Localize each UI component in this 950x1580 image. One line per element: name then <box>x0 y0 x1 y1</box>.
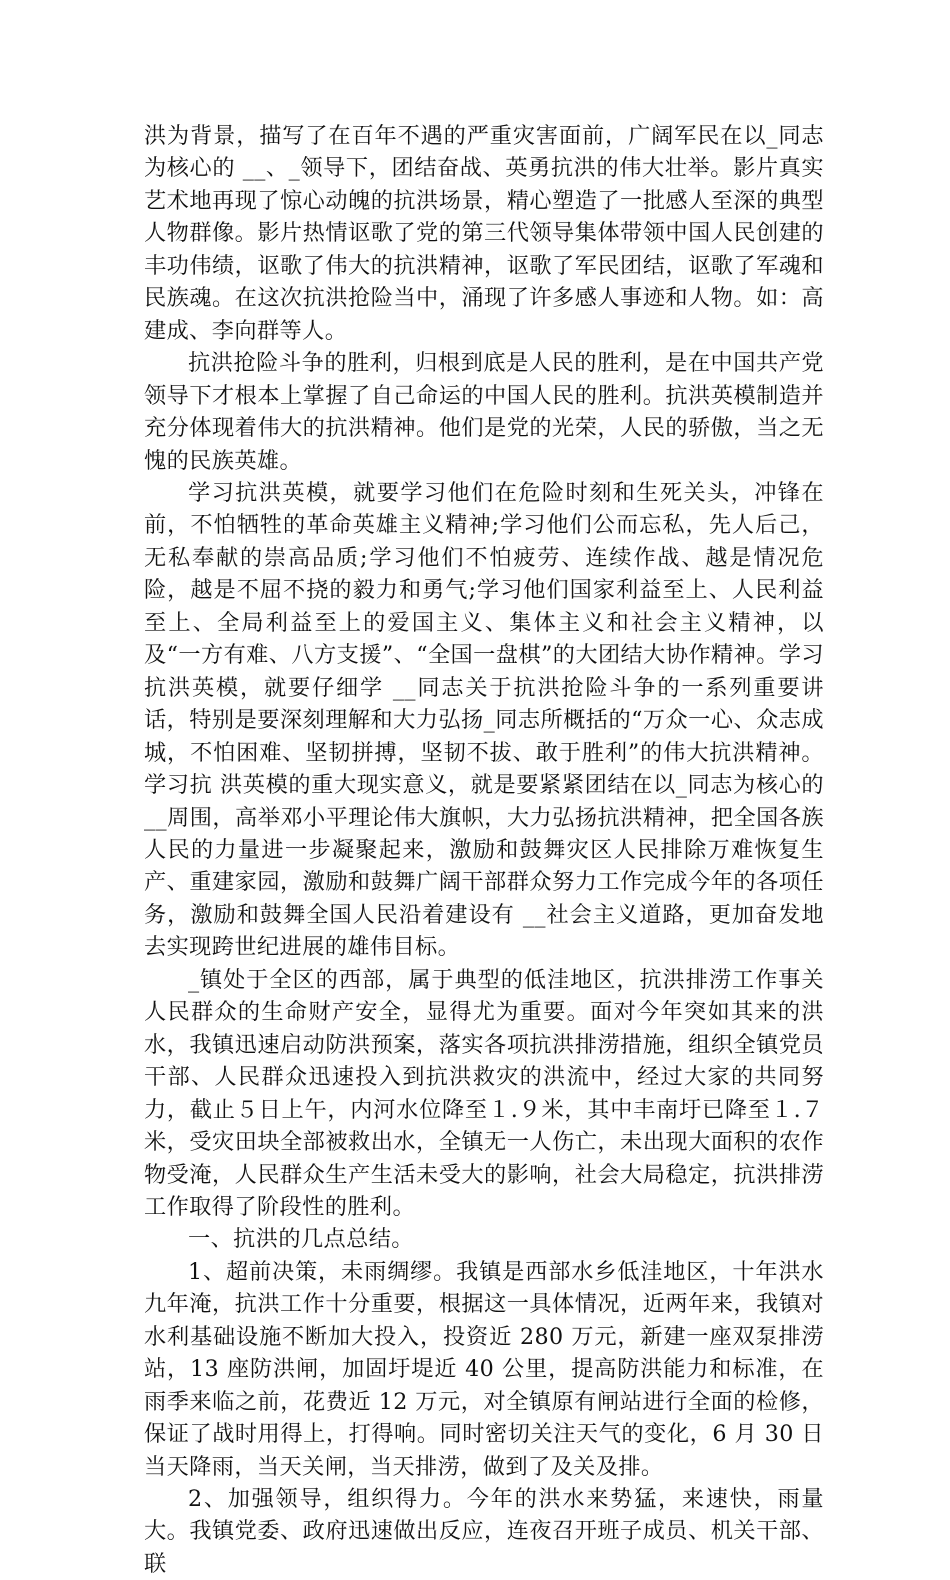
document-body <box>144 120 824 1580</box>
paragraph-5: 1、超前决策，未雨绸缪。我镇是西部水乡低洼地区，十年洪水九年淹，抗洪工作十分重要，根据这一具体情况，近两年来，我镇对水利基础设施不断加大投入，投资近 280 万元，新建一座双泵排涝站，13 座防洪闸，加固圩堤近 40 公里，提高防洪能力和标准，在雨季来临之前，花费近 12 万元，对全镇原有闸站进行全面的检修，保证了战时用得上，打得响。同时密切关注天气的变化，6 月 30 日当天降雨，当天关闸，当天排涝，做到了及关及排。 <box>144 1258 824 1480</box>
paragraph-1: 洪为背景，描写了在百年不遇的严重灾害面前，广阔军民在以_同志为核心的 __、_领导下，团结奋战、英勇抗洪的伟大壮举。影片真实艺术地再现了惊心动魄的抗洪场景，精心塑造了一批感人至深的典型人物群像。影片热情讴歌了党的第三代领导集体带领中国人民创建的丰功伟绩，讴歌了伟大的抗洪精神，讴歌了军民团结，讴歌了军魂和民族魂。在这次抗洪抢险当中，涌现了许多感人事迹和人物。如：高建成、李向群等人。 <box>144 123 824 344</box>
section-heading: 一、抗洪的几点总结。 <box>188 1226 414 1253</box>
paragraph-3: 学习抗洪英模，就要学习他们在危险时刻和生死关头，冲锋在前，不怕牺牲的革命英雄主义精神;学习他们公而忘私，先人后己，无私奉献的崇高品质;学习他们不怕疲劳、连续作战、越是情况危险，越是不屈不挠的毅力和勇气;学习他们国家利益至上、人民利益至上、全局利益至上的爱国主义、集体主义和社会主义精神，以及“一方有难、八方支援”、“全国一盘棋”的大团结大协作精神。学习抗洪英模，就要仔细学 __同志关于抗洪抢险斗争的一系列重要讲话，特别是要深刻理解和大力弘扬_同志所概括的“万众一心、众志成城，不怕困难、坚韧拼搏，坚韧不拔、敢于胜利”的伟大抗洪精神。学习抗 洪英模的重大现实意义，就是要紧紧团结在以_同志为核心的__周围，高举邓小平理论伟大旗帜，大力弘扬抗洪精神，把全国各族人民的力量进一步凝聚起来，激励和鼓舞灾区人民排除万难恢复生产、重建家园，激励和鼓舞广阔干部群众努力工作完成今年的各项任务，激励和鼓舞全国人民沿着建设有 __社会主义道路，更加奋发地去实现跨世纪进展的雄伟目标。 <box>144 479 824 961</box>
paragraph-2: 抗洪抢险斗争的胜利，归根到底是人民的胜利，是在中国共产党领导下才根本上掌握了自己命运的中国人民的胜利。抗洪英模制造并充分体现着伟大的抗洪精神。他们是党的光荣，人民的骄傲，当之无愧的民族英雄。 <box>144 350 824 474</box>
paragraph-4: _镇处于全区的西部，属于典型的低洼地区，抗洪排涝工作事关人民群众的生命财产安全，显得尤为重要。面对今年突如其来的洪水，我镇迅速启动防洪预案，落实各项抗洪排涝措施，组织全镇党员干部、人民群众迅速投入到抗洪救灾的洪流中，经过大家的共同努力，截止５日上午，内河水位降至１.９米，其中丰南圩已降至１.７米，受灾田块全部被救出水，全镇无一人伤亡，未出现大面积的农作物受淹，人民群众生产生活未受大的影响，社会大局稳定，抗洪排涝工作取得了阶段性的胜利。 <box>144 966 824 1220</box>
paragraph-6: 2、加强领导，组织得力。今年的洪水来势猛，来速快，雨量大。我镇党委、政府迅速做出反应，连夜召开班子成员、机关干部、联 <box>144 1486 824 1577</box>
